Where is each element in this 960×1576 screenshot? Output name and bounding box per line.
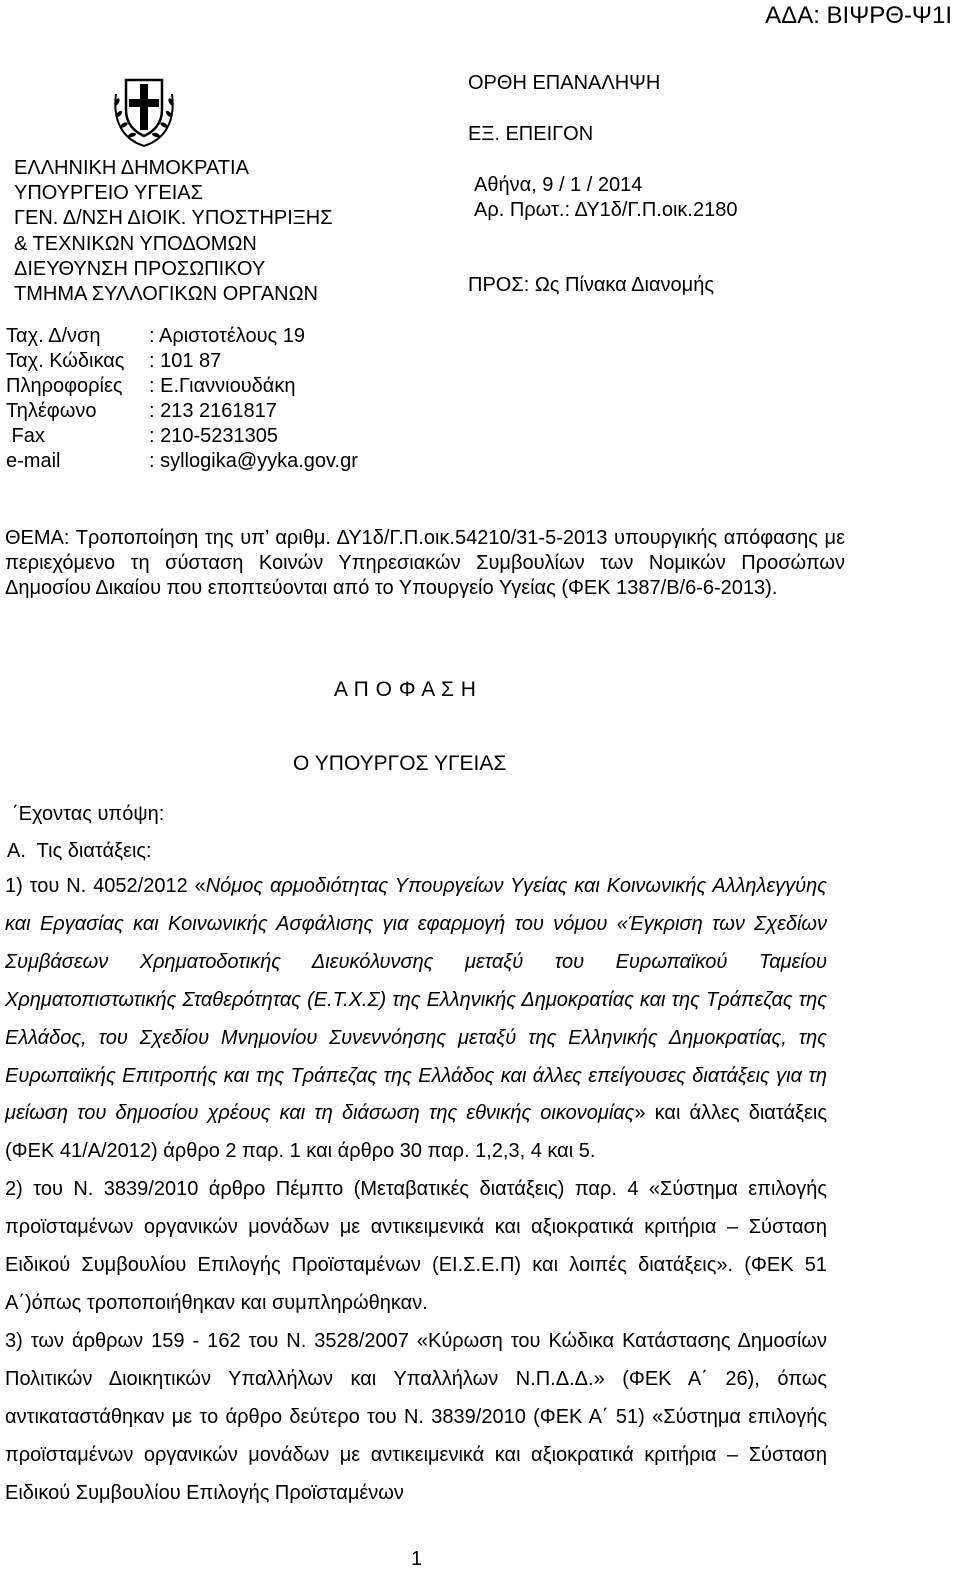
authority-line: & ΤΕΧΝΙΚΩΝ ΥΠΟΔΟΜΩΝ [14,232,257,255]
provision-suffix: » και άλλες διατάξεις (ΦΕΚ 41/Α/2012) άρθρο 2 παρ. 1 και άρθρο 30 παρ. 1,2,3, 4 και 5. [5,1102,827,1163]
contact-value: : syllogika@yyka.gov.gr [149,450,358,472]
greek-coat-of-arms-icon [107,72,181,150]
contact-value: : 101 87 [149,350,222,372]
ada-code: ΑΔΑ: ΒΙΨΡΘ-Ψ1Ι [765,2,952,29]
provision-item: 3) των άρθρων 159 - 162 του Ν. 3528/2007 «Κύρωση του Κώδικα Κατάστασης Δημοσίων Πολιτικών Διοικητικών Υπαλλήλων και Υπαλλήλων Ν.Π.Δ.Δ.» (ΦΕΚ Α΄ 26), όπως αντικαταστάθηκαν με το άρθρο δεύτερο του Ν. 3839/2010 (ΦΕΚ Α΄ 51) «Σύστημα επιλογής προϊσταμένων οργανικών μονάδων με αντικειμενικά και αξιοκρατικά κριτήρια – Σύσταση Ειδικού Συμβουλίου Επιλογής Προϊσταμένων [5,1329,827,1504]
urgency-notice: ΕΞ. ΕΠΕΙΓΟΝ [468,123,594,145]
subject-paragraph: ΘΕΜΑ: Τροποποίηση της υπ’ αριθμ. ΔΥ1δ/Γ.Π.οικ.54210/31-5-2013 υπουργικής απόφασης με περιεχόμενο τη σύσταση Κοινών Υπηρεσιακών Συμβουλίων των Νομικών Προσώπων Δημοσίου Δικαίου που εποπτεύονται από το Υπουργείο Υγείας (ΦΕΚ 1387/Β/6-6-2013). [5,527,845,599]
contact-details [6,324,358,474]
contact-row [6,324,358,349]
minister-title: Ο ΥΠΟΥΡΓΟΣ ΥΓΕΙΑΣ [293,752,507,775]
contact-row [6,374,358,399]
contact-value: : 210-5231305 [149,425,279,447]
authority-line: ΥΠΟΥΡΓΕΙΟ ΥΓΕΙΑΣ [14,182,203,205]
provision-item: 2) του Ν. 3839/2010 άρθρο Πέμπτο (Μεταβατικές διατάξεις) παρ. 4 «Σύστημα επιλογής προϊσταμένων οργανικών μονάδων με αντικειμενικά και αξιοκρατικά κριτήρια – Σύσταση Ειδικού Συμβουλίου Επιλογής Προϊσταμένων (ΕΙ.Σ.Ε.Π) και λοιπές διατάξεις». (ΦΕΚ 51 Α΄)όπως τροποποιήθηκαν και συμπληρώθηκαν. [5,1178,827,1314]
recipient: ΠΡΟΣ: Ως Πίνακα Διανομής [468,274,714,296]
provision-item [5,868,827,1171]
contact-row [6,399,358,424]
authority-line: ΓΕΝ. Δ/ΝΣΗ ΔΙΟΙΚ. ΥΠΟΣΤΗΡΙΞΗΣ [14,207,333,230]
document-date: Αθήνα, 9 / 1 / 2014 [474,174,643,196]
contact-value: : Ε.Γιαννιουδάκη [149,375,296,397]
contact-label: Πληροφορίες [6,375,123,397]
law-title: Νόμος αρμοδιότητας Υπουργείων Υγείας και Κοινωνικής Αλληλεγγύης και Εργασίας και Κοινωνικής Ασφάλισης για εφαρμογή του νόμου «Έγκριση των Σχεδίων Συμβάσεων Χρηματοδοτικής Διευκόλυνσης μεταξύ του Ευρωπαϊκού Ταμείου Χρηματοπιστωτικής Σταθερότητας (Ε.Τ.Χ.Σ) της Ελληνικής Δημοκρατίας και της Τράπεζας της Ελλάδος, του Σχεδίου Μνημονίου Συνεννόησης μεταξύ της Ελληνικής Δημοκρατίας, της Ευρωπαϊκής Επιτροπής και της Τράπεζας της Ελλάδος και άλλες επείγουσες διατάξεις για τη μείωση του δημοσίου χρέους και τη διάσωση της εθνικής οικονομίας [5,875,827,1125]
contact-label: Ταχ. Δ/νση [6,325,101,347]
authority-line: ΕΛΛΗΝΙΚΗ ΔΗΜΟΚΡΑΤΙΑ [14,157,249,179]
provisions-list [5,868,827,1512]
issuing-authority [14,156,333,307]
provisions-label: Α. Τις διατάξεις: [7,840,152,862]
contact-row [6,424,358,449]
page-number: 1 [411,1548,423,1570]
correction-notice: ΟΡΘΗ ΕΠΑΝΑΛΗΨΗ [468,72,661,94]
contact-label: Τηλέφωνο [6,400,97,422]
contact-label: Ταχ. Κώδικας [6,350,125,372]
contact-row [6,449,358,474]
having-regard-label: ΄Εχοντας υπόψη: [12,803,165,825]
contact-row [6,349,358,374]
authority-line: ΤΜΗΜΑ ΣΥΛΛΟΓΙΚΩΝ ΟΡΓΑΝΩΝ [14,283,318,306]
protocol-number: Αρ. Πρωτ.: ΔΥ1δ/Γ.Π.οικ.2180 [474,199,738,221]
contact-label: Fax [6,425,45,447]
provision-prefix: 1) του Ν. 4052/2012 « [5,875,206,897]
decision-title: Α Π Ο Φ Α Σ Η [334,678,477,701]
contact-value: : Αριστοτέλους 19 [149,325,305,347]
contact-value: : 213 2161817 [149,400,277,422]
authority-line: ΔΙΕΥΘΥΝΣΗ ΠΡΟΣΩΠΙΚΟΥ [14,257,266,280]
contact-label: e-mail [6,450,61,472]
